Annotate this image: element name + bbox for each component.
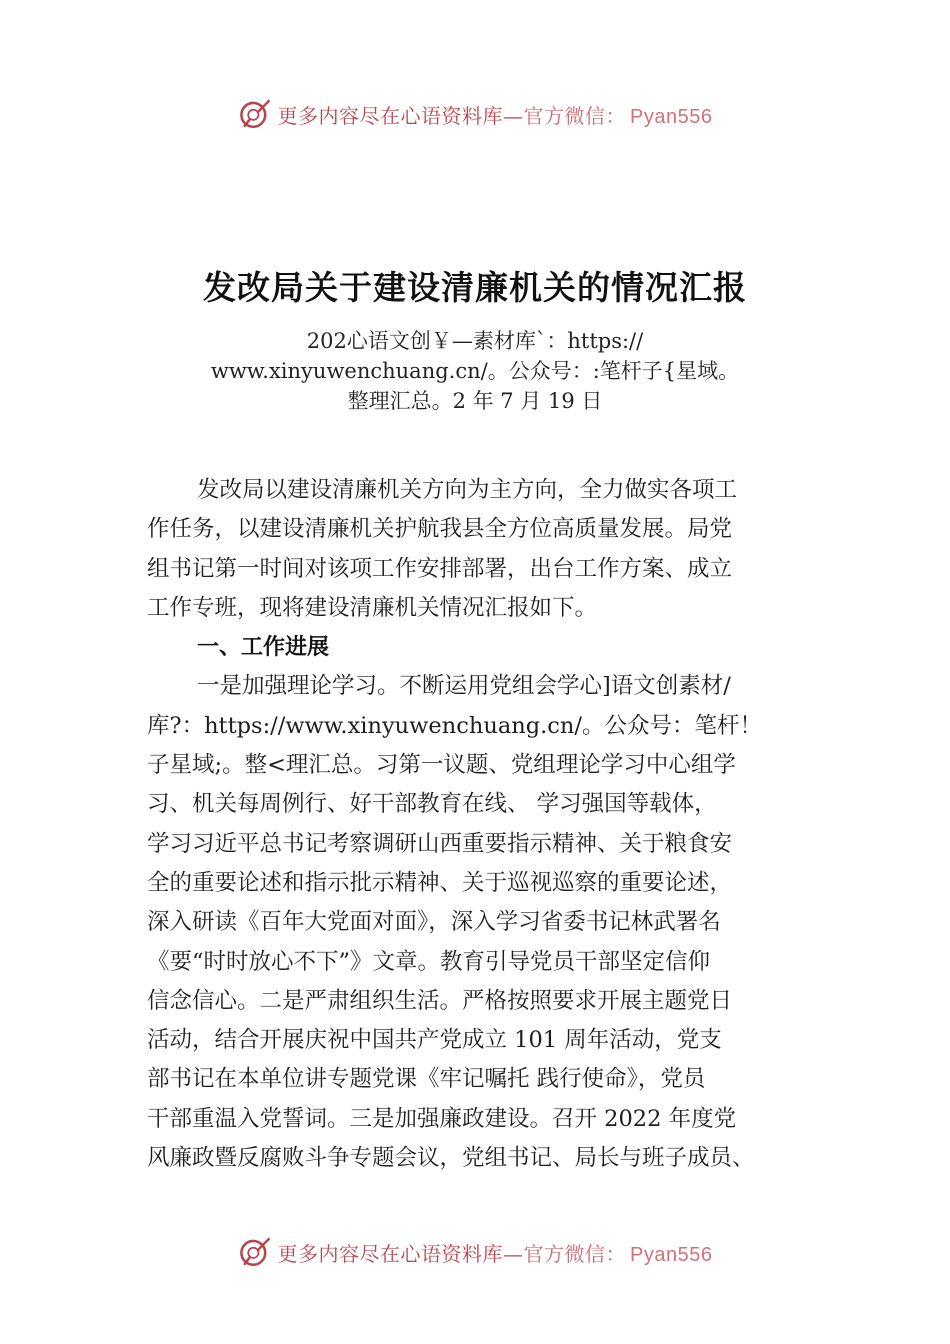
watermark-wechat-id: Pyan556 xyxy=(630,1243,713,1266)
paragraph-line: 干部重温入党誓词。三是加强廉政建设。召开 2022 年度党 xyxy=(147,1105,737,1132)
watermark-banner-top xyxy=(0,94,950,134)
watermark-main-text: 更多内容尽在心语资料库— xyxy=(277,1241,524,1266)
paragraph-line: 工作专班，现将建设清廉机关情况汇报如下。 xyxy=(147,594,598,621)
subtitle-line: 202心语文创￥—素材库`：https:// xyxy=(306,329,644,353)
paragraph-line: 部书记在本单位讲专题党课《牢记嘱托 践行使命》，党员 xyxy=(147,1066,706,1093)
watermark-wechat-label: 官方微信： xyxy=(523,1241,627,1266)
paragraph-line: 《要“时时放心不下”》文章。教育引导党员干部坚定信仰 xyxy=(147,948,711,975)
paragraph-line: 组书记第一时间对该项工作安排部署，出台工作方案、成立 xyxy=(147,555,733,582)
subtitle-line: www.xinyuwenchuang.cn/。公众号：:笔杆子{星域。 xyxy=(210,359,740,383)
watermark-text xyxy=(278,100,713,129)
document-subtitle xyxy=(140,326,810,416)
watermark-wechat-label: 官方微信： xyxy=(523,103,627,128)
watermark-banner-bottom xyxy=(0,1232,950,1272)
section-heading: 一、工作进展 xyxy=(197,635,330,661)
document-body xyxy=(147,471,817,1178)
section-paragraph xyxy=(147,667,817,1178)
intro-paragraph xyxy=(147,471,817,628)
watermark-text xyxy=(278,1238,713,1267)
document-title: 发改局关于建设清廉机关的情况汇报 xyxy=(203,268,747,307)
paragraph-line: 子星域;。整<理汇总。习第一议题、党组理论学习中心组学 xyxy=(147,752,736,779)
watermark-wechat-id: Pyan556 xyxy=(630,105,713,128)
subtitle-line: 整理汇总。2 年 7 月 19 日 xyxy=(347,389,603,413)
paragraph-line: 风廉政暨反腐败斗争专题会议，党组书记、局长与班子成员、 xyxy=(147,1145,755,1172)
paragraph-line: 全的重要论述和指示批示精神、关于巡视巡察的重要论述， xyxy=(147,869,733,896)
paragraph-line: 一是加强理论学习。不断运用党组会学心]语文创素材/ xyxy=(197,673,731,700)
paragraph-line: 库?：https://www.xinyuwenchuang.cn/。公众号：笔杆！ xyxy=(147,712,762,739)
paragraph-line: 学习习近平总书记考察调研山西重要指示精神、关于粮食安 xyxy=(147,830,733,857)
watermark-main-text: 更多内容尽在心语资料库— xyxy=(277,103,524,128)
paragraph-line: 习、机关每周例行、好干部教育在线、 学习强国等载体， xyxy=(147,791,717,818)
paragraph-line: 发改局以建设清廉机关方向为主方向，全力做实各项工 xyxy=(197,477,738,503)
paragraph-line: 信念信心。二是严肃组织生活。严格按照要求开展主题党日 xyxy=(147,987,733,1014)
pen-logo-icon xyxy=(238,1235,272,1269)
paragraph-line: 活动，结合开展庆祝中国共产党成立 101 周年活动，党支 xyxy=(147,1027,722,1054)
paragraph-line: 深入研读《百年大党面对面》，深入学习省委书记林武署名 xyxy=(147,909,721,936)
paragraph-line: 作任务，以建设清廉机关护航我县全方位高质量发展。局党 xyxy=(147,516,733,543)
pen-logo-icon xyxy=(238,97,272,131)
